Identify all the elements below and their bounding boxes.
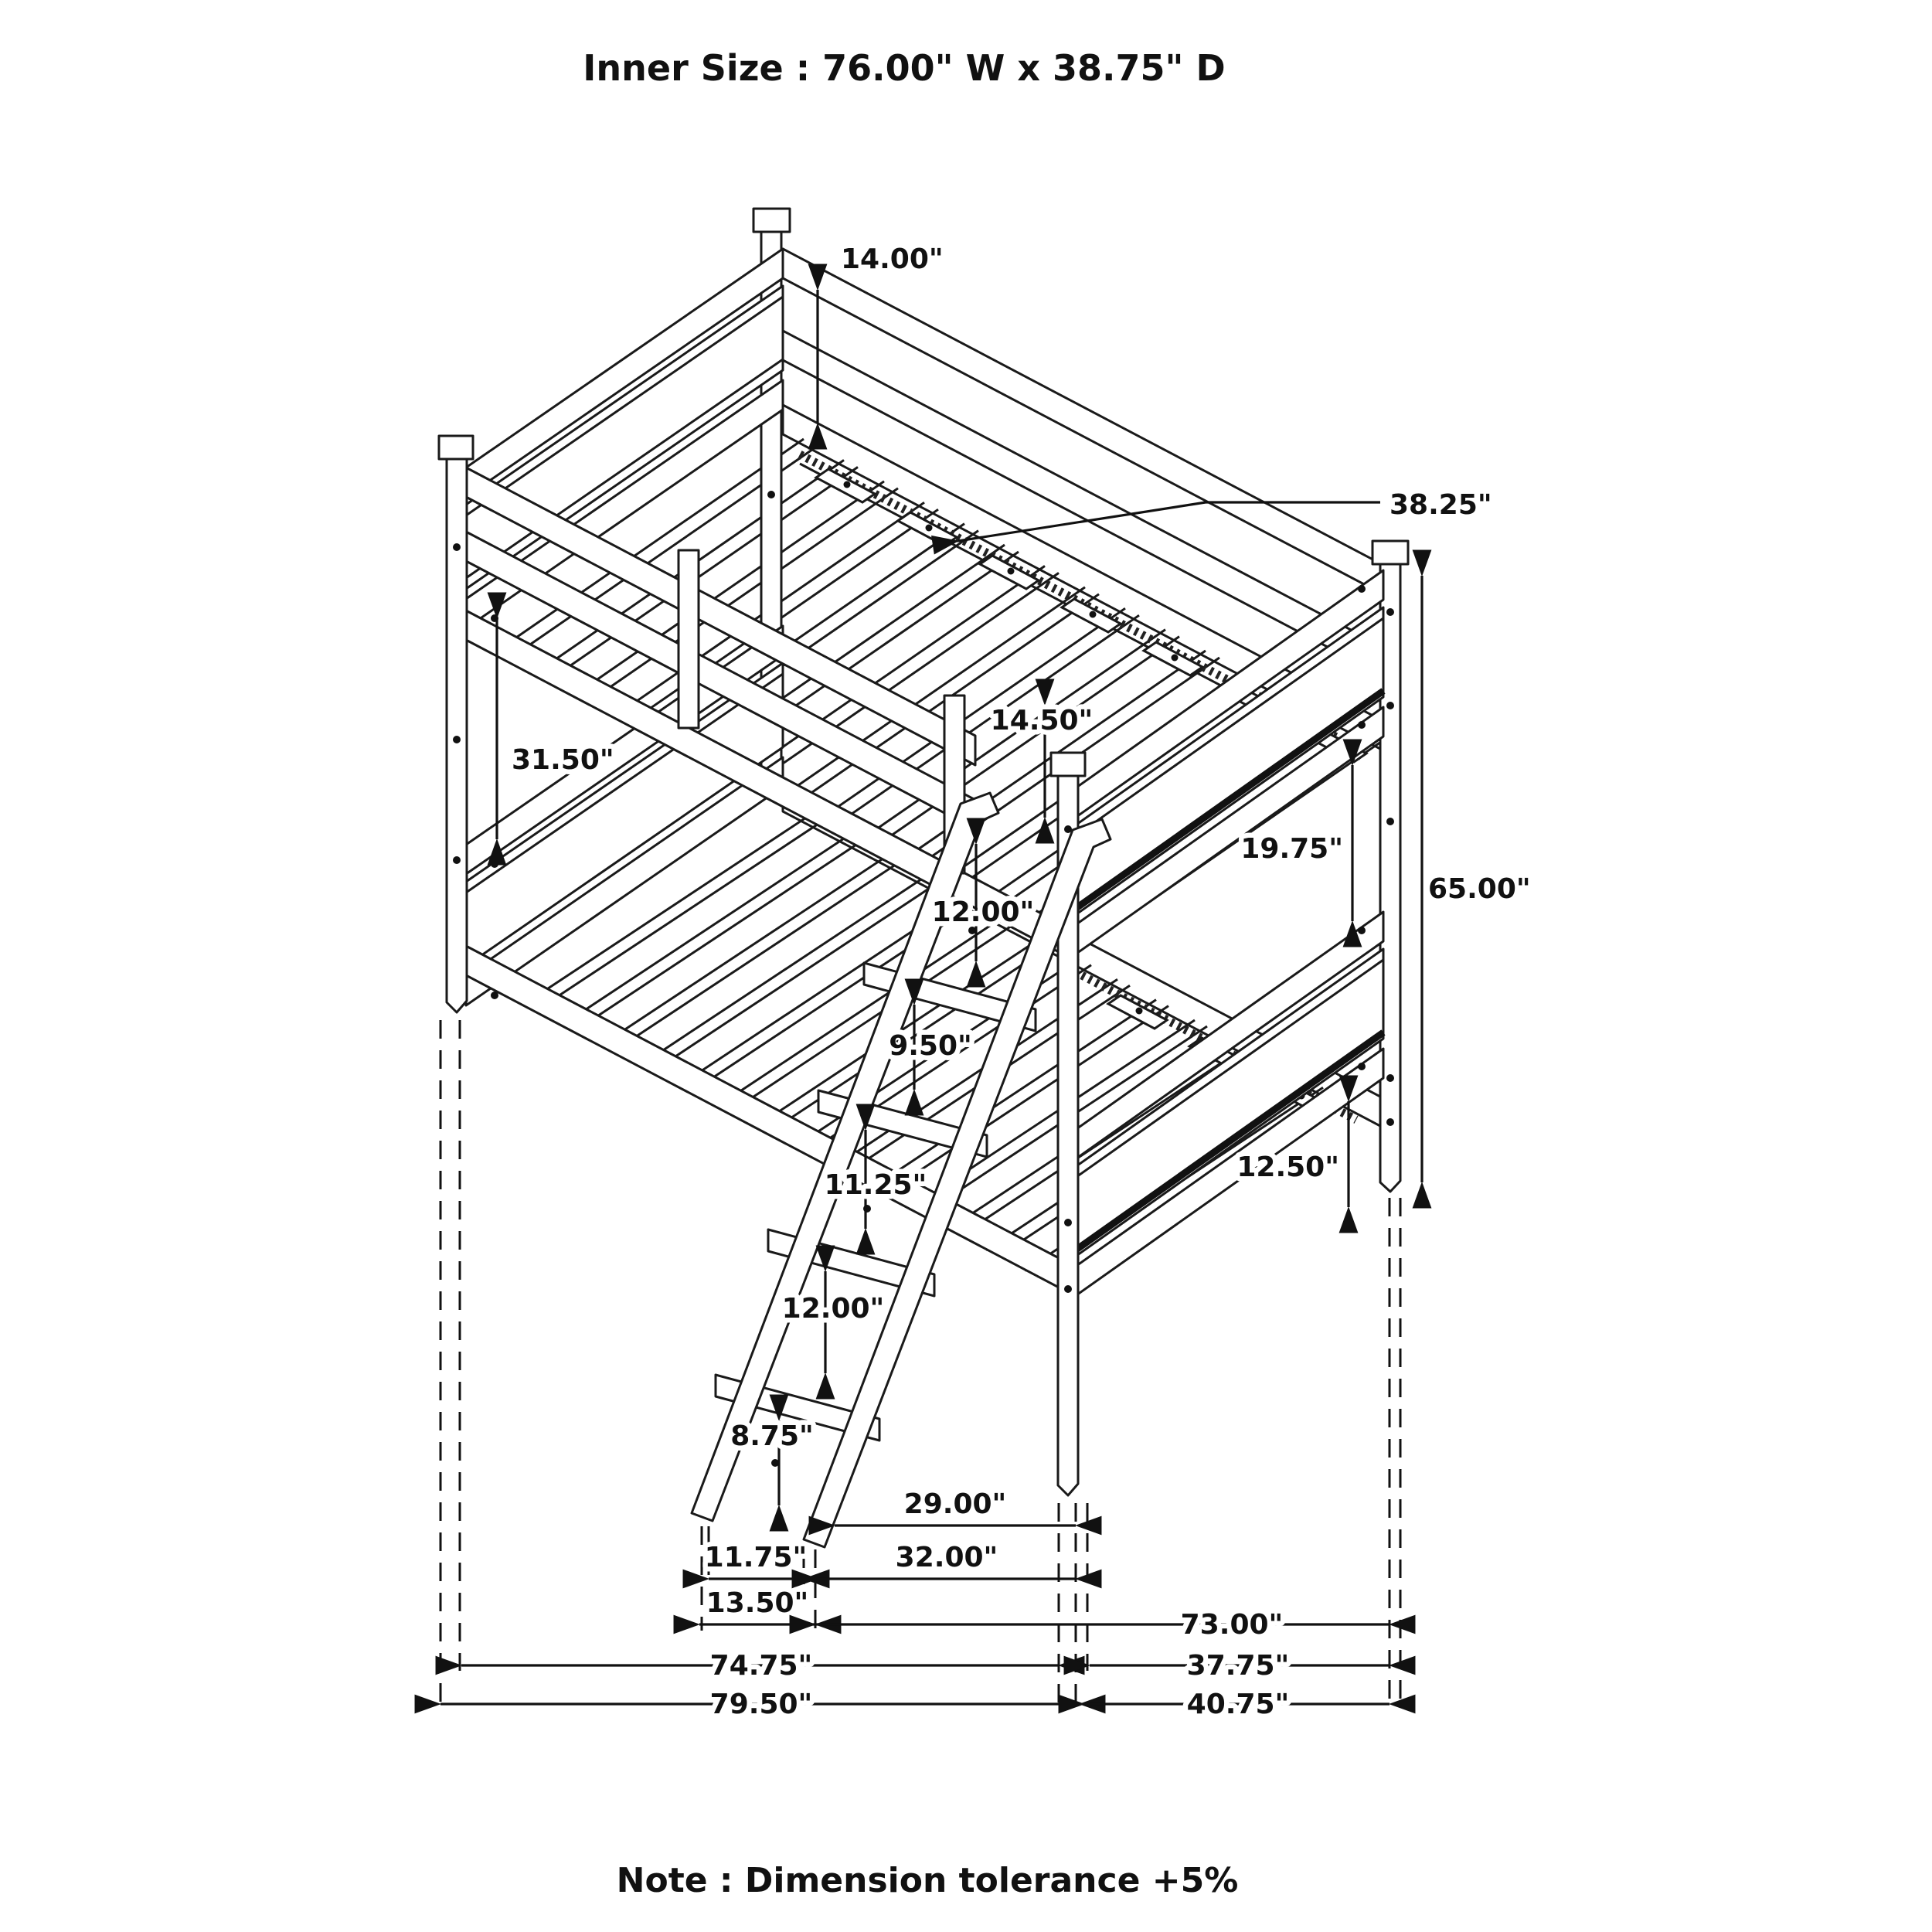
dim-row-13-50 — [699, 1587, 815, 1624]
dim-row-40-75 — [1084, 1689, 1389, 1720]
tolerance-note: Note : Dimension tolerance +5% — [616, 1861, 1239, 1900]
page-title: Inner Size : 76.00" W x 38.75" D — [583, 47, 1226, 89]
dim-label-14-50: 14.50" — [990, 705, 1094, 736]
dim-label-11-25: 11.25" — [824, 1169, 927, 1201]
dim-overall-height — [1422, 576, 1531, 1182]
dim-label-37-75: 37.75" — [1186, 1650, 1290, 1682]
dim-label-29-00: 29.00" — [903, 1488, 1007, 1520]
dim-label-14-00: 14.00" — [841, 243, 944, 275]
dim-row-79-50 — [440, 1689, 1080, 1720]
dim-row-29-00 — [835, 1488, 1076, 1526]
dim-label-40-75: 40.75" — [1186, 1689, 1290, 1720]
dim-label-74-75: 74.75" — [709, 1650, 813, 1682]
dim-label-79-50: 79.50" — [709, 1689, 813, 1720]
dim-label-32-00: 32.00" — [895, 1542, 998, 1573]
dim-label-12-00-upper: 12.00" — [931, 896, 1035, 928]
dim-label-12-00-lower: 12.00" — [781, 1293, 885, 1325]
bed-line-drawing — [439, 209, 1408, 1547]
dim-label-38-25: 38.25" — [1389, 489, 1492, 521]
dim-label-8-75: 8.75" — [730, 1420, 814, 1452]
dim-row-11-75 — [705, 1542, 808, 1579]
dim-row-37-75 — [1090, 1650, 1389, 1682]
dim-label-19-75: 19.75" — [1240, 833, 1343, 865]
dim-label-11-75: 11.75" — [704, 1542, 808, 1573]
dim-row-32-00 — [818, 1542, 1076, 1579]
dim-label-9-50: 9.50" — [889, 1030, 972, 1062]
dim-row-73-00 — [815, 1609, 1389, 1641]
dim-label-65-00: 65.00" — [1428, 873, 1531, 905]
dim-label-31-50: 31.50" — [512, 744, 614, 776]
dim-row-74-75 — [461, 1650, 1059, 1682]
dim-label-12-50: 12.50" — [1236, 1151, 1339, 1183]
dim-label-73-00: 73.00" — [1180, 1609, 1284, 1641]
dim-label-13-50: 13.50" — [706, 1587, 809, 1619]
post-front-left — [439, 436, 473, 1012]
